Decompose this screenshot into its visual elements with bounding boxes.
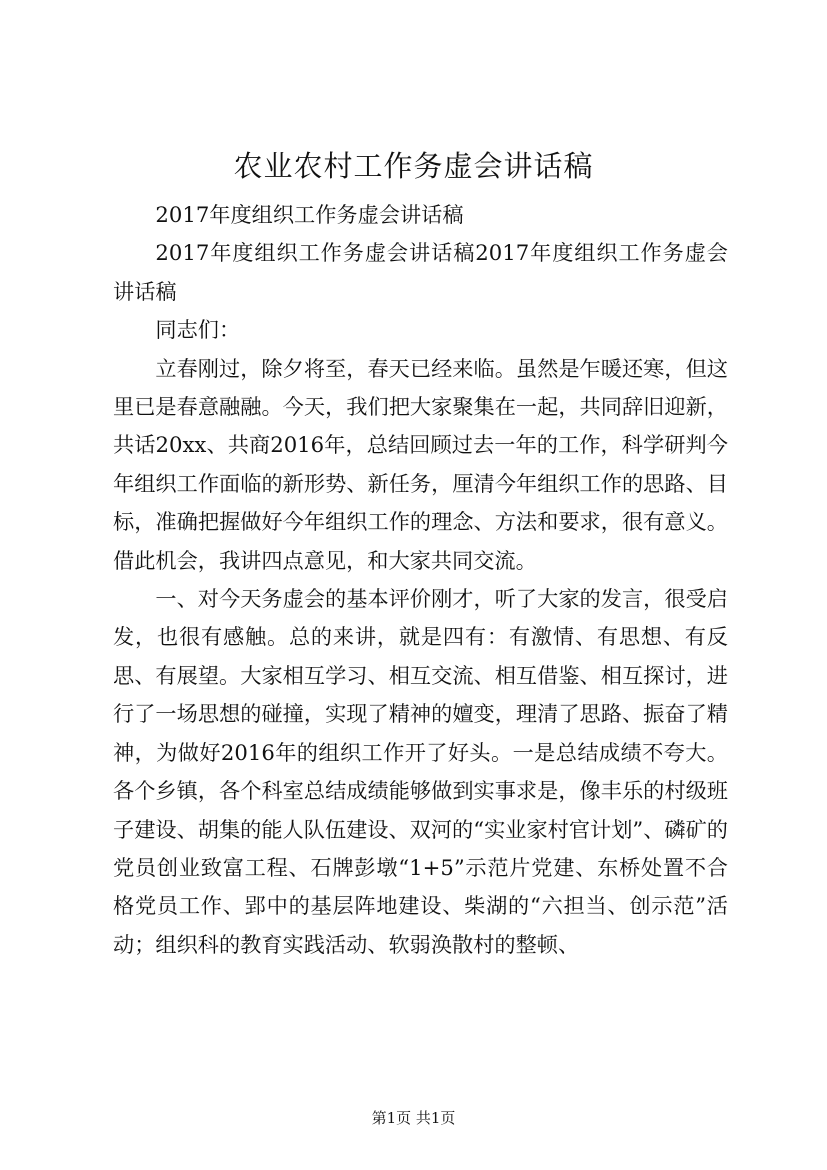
page-footer: 第1页 共1页	[371, 1109, 456, 1127]
paragraph-opening: 立春刚过，除夕将至，春天已经来临。虽然是乍暖还寒，但这里已是春意融融。今天，我们把大家聚集在一起，共同辞旧迎新，共话20xx、共商2016年，总结回顾过去一年的工作，科学研判今年组织工作面临的新形势、新任务，厘清今年组织工作的思路、目标，准确把握做好今年组织工作的理念、方法和要求，很有意义。借此机会，我讲四点意见，和大家共同交流。	[113, 355, 728, 573]
paragraph-section-one: 一、对今天务虚会的基本评价刚才，听了大家的发言，很受启发，也很有感触。总的来讲，就是四有：有激情、有思想、有反思、有展望。大家相互学习、相互交流、相互借鉴、相互探讨，进行了一场思想的碰撞，实现了精神的嬗变，理清了思路、振奋了精神，为做好2016年的组织工作开了好头。一是总结成绩不夸大。各个乡镇，各个科室总结成绩能够做到实事求是，像丰乐的村级班子建设、胡集的能人队伍建设、双河的“实业家村官计划”、磷矿的党员创业致富工程、石牌彭墩“1+5”示范片党建、东桥处置不合格党员工作、郢中的基层阵地建设、柴湖的“六担当、创示范”活动；组织科的教育实践活动、软弱涣散村的整顿、	[113, 586, 728, 957]
paragraph-heading-repeat: 2017年度组织工作务虚会讲话稿2017年度组织工作务虚会讲话稿	[113, 240, 728, 304]
paragraph-subtitle: 2017年度组织工作务虚会讲话稿	[155, 202, 464, 227]
document-title: 农业农村工作务虚会讲话稿	[233, 149, 594, 183]
paragraph-salutation: 同志们：	[155, 317, 241, 343]
document-body	[113, 196, 728, 964]
